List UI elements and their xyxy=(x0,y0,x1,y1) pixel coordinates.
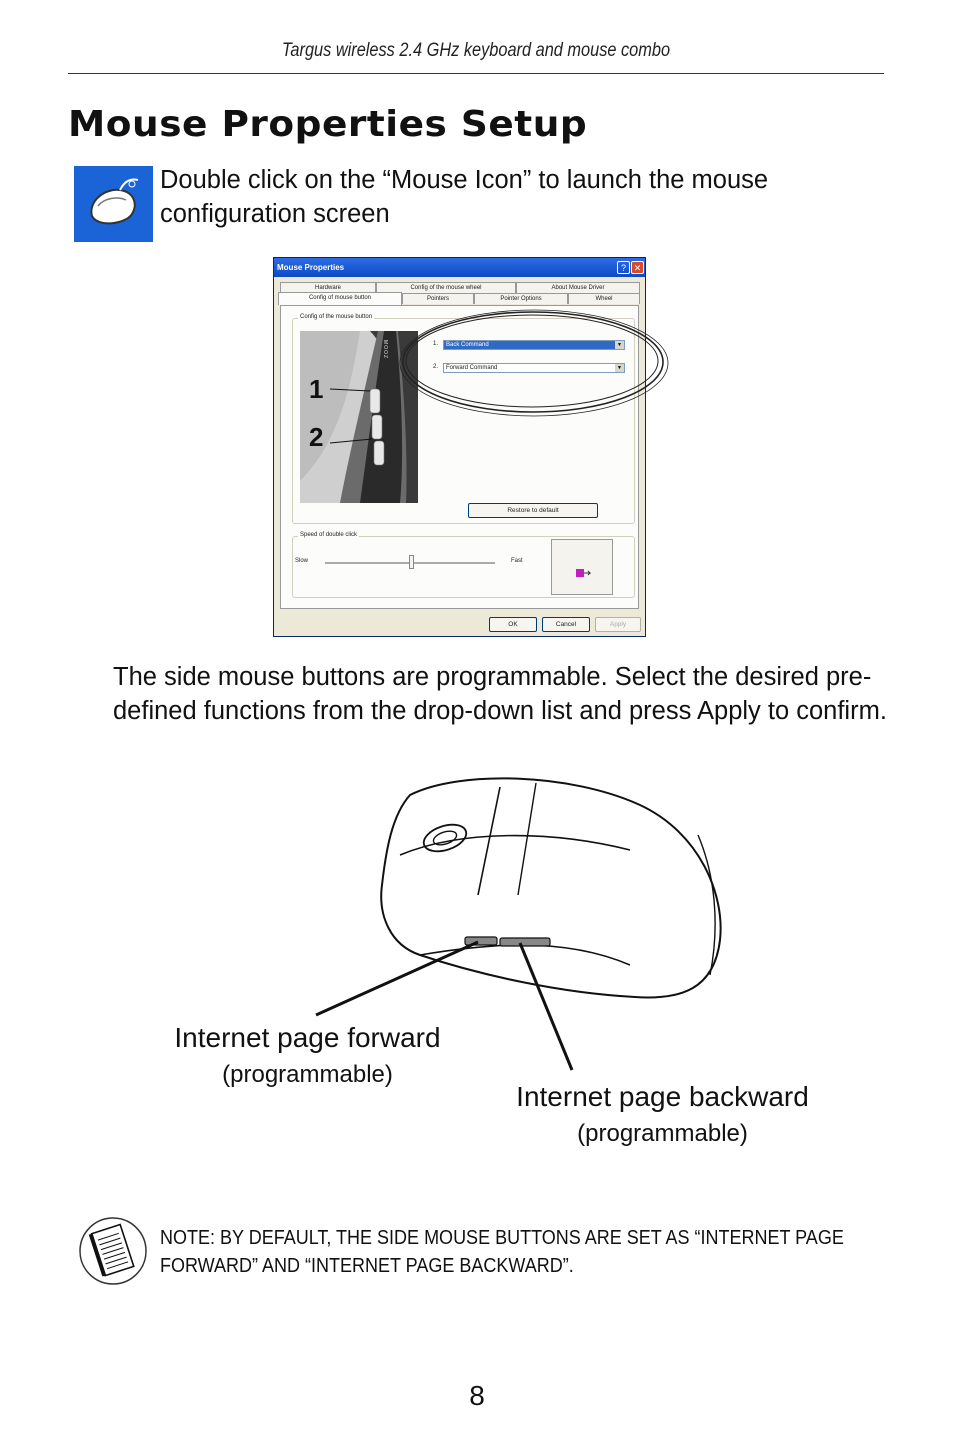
chevron-down-icon[interactable]: ▼ xyxy=(615,341,624,349)
notepad-icon xyxy=(78,1216,148,1286)
apply-button[interactable]: Apply xyxy=(595,617,641,632)
restore-default-button[interactable]: Restore to default xyxy=(468,503,598,518)
dialog-title: Mouse Properties xyxy=(277,263,345,272)
label-page-backward: Internet page backward xyxy=(516,1081,809,1112)
page-number: 8 xyxy=(469,1380,485,1411)
tab-config-mouse-wheel[interactable]: Config of the mouse wheel xyxy=(376,282,516,293)
tab-pointer-options[interactable]: Pointer Options xyxy=(474,293,568,304)
label-page-backward-sub: (programmable) xyxy=(577,1120,748,1147)
row2-number: 2. xyxy=(433,364,439,370)
dialog-titlebar xyxy=(274,258,645,277)
body-paragraph: The side mouse buttons are programmable. Select the desired pre-defined functions from the drop-down list and press Apply to confirm. xyxy=(113,663,887,725)
button2-function-value: Forward Command xyxy=(446,365,498,371)
chevron-down-icon[interactable]: ▼ xyxy=(615,364,624,372)
cancel-button[interactable]: Cancel xyxy=(542,617,590,632)
tab-about-mouse-driver[interactable]: About Mouse Driver xyxy=(516,282,640,293)
callout-2: 2 xyxy=(309,422,324,452)
ok-button[interactable]: OK xyxy=(489,617,537,632)
mouse-icon xyxy=(74,166,153,242)
intro-text: Double click on the “Mouse Icon” to launch the mouse configuration screen xyxy=(160,166,769,228)
running-header: Targus wireless 2.4 GHz keyboard and mouse combo xyxy=(281,40,671,61)
slow-label: Slow xyxy=(295,558,309,564)
test-area[interactable] xyxy=(551,539,613,595)
help-button[interactable]: ? xyxy=(617,261,630,274)
highlight-ellipse xyxy=(395,305,670,420)
button1-function-value: Back Command xyxy=(446,342,489,348)
speed-slider-thumb[interactable] xyxy=(409,555,414,569)
section-title: Mouse Properties Setup xyxy=(68,104,588,145)
label-page-forward: Internet page forward xyxy=(174,1022,441,1053)
mouse-brand-label: MOOZ xyxy=(382,340,388,359)
tab-wheel[interactable]: Wheel xyxy=(568,293,640,304)
note-text: NOTE: BY DEFAULT, THE SIDE MOUSE BUTTONS ARE SET AS “INTERNET PAGE FORWARD” AND “INTERNET PAGE BACKWARD”. xyxy=(160,1227,844,1277)
header-rule xyxy=(68,73,884,74)
tab-hardware[interactable]: Hardware xyxy=(280,282,376,293)
group-mouse-button-label: Config of the mouse button xyxy=(300,314,373,320)
label-page-forward-sub: (programmable) xyxy=(222,1061,393,1088)
row1-number: 1. xyxy=(433,341,439,347)
close-button[interactable]: ✕ xyxy=(631,261,644,274)
tab-config-mouse-button[interactable]: Config of mouse button xyxy=(278,292,402,305)
callout-1: 1 xyxy=(309,374,324,404)
fast-label: Fast xyxy=(511,558,523,564)
group-speed-label: Speed of double click xyxy=(300,532,358,538)
tab-pointers[interactable]: Pointers xyxy=(402,293,474,304)
